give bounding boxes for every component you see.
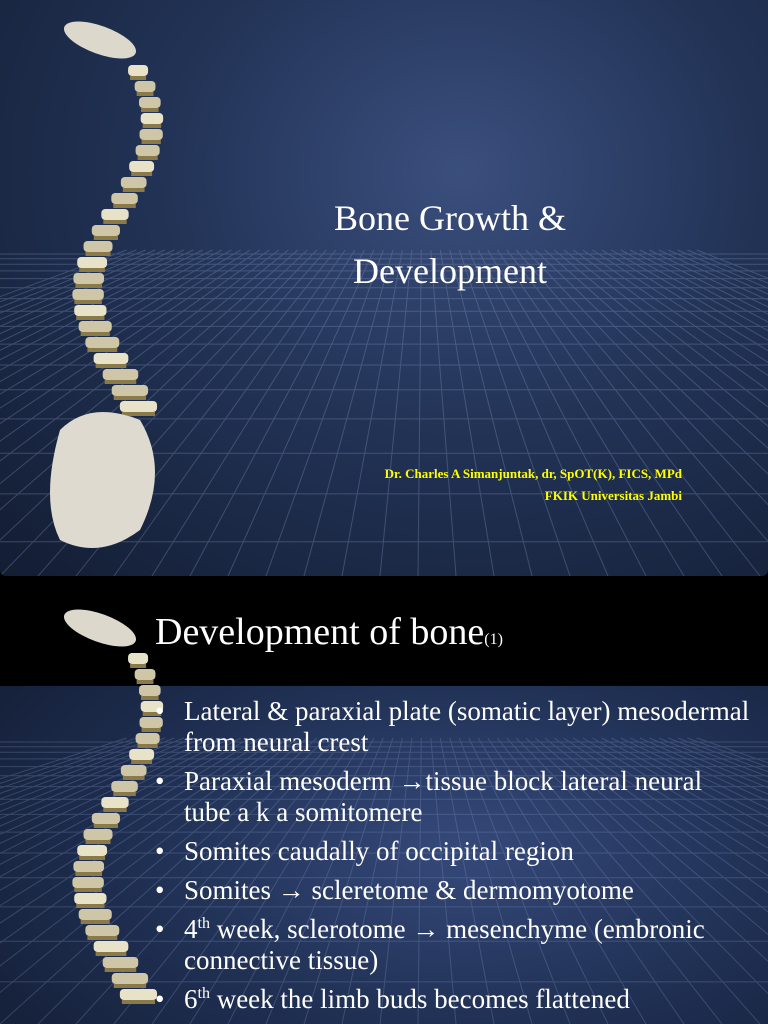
slide-title	[155, 610, 503, 654]
bullet-list	[155, 696, 755, 1023]
content-slide	[0, 588, 768, 1024]
title-text: Development of bone	[155, 611, 485, 653]
title-line-1: Bone Growth &	[334, 198, 566, 238]
bullet-text: Lateral & paraxial plate (somatic layer) mesodermal from neural crest	[184, 696, 750, 757]
superscript: th	[197, 985, 210, 1002]
title-footnote: (1)	[484, 631, 503, 648]
author-name: Dr. Charles A Simanjuntak, dr, SpOT(K), FICS, MPd	[384, 466, 682, 481]
bullet-text: Paraxial mesoderm	[184, 766, 399, 796]
bullet-text: Somites caudally of occipital region	[184, 836, 574, 866]
bullet-item	[155, 696, 755, 758]
bullet-text: mesenchyme (embronic connective tissue)	[184, 914, 705, 975]
title-line-2: Development	[353, 251, 547, 291]
author-institution: FKIK Universitas Jambi	[544, 488, 682, 503]
bullet-item	[155, 914, 755, 976]
bullet-text: tissue block lateral neural tube a k a somitomere	[184, 766, 703, 827]
arrow-icon: →	[398, 766, 426, 796]
bullet-item	[155, 875, 755, 906]
superscript: th	[197, 915, 210, 932]
bullet-text: Somites	[184, 875, 278, 905]
spine-illustration	[0, 0, 200, 576]
bullet-text: 4	[184, 914, 198, 944]
bullet-text: week the limb buds becomes flattened	[209, 984, 630, 1014]
bullet-text: 6	[184, 984, 198, 1014]
arrow-icon: →	[277, 875, 305, 905]
bullet-icon: •	[155, 875, 165, 905]
bullet-icon: •	[155, 914, 165, 944]
bullet-item	[155, 984, 755, 1015]
bullet-icon: •	[155, 696, 165, 726]
bullet-icon: •	[155, 984, 165, 1014]
bullet-text: scleretome & dermomyotome	[304, 875, 634, 905]
bullet-item	[155, 836, 755, 867]
arrow-icon: →	[412, 914, 440, 944]
bullet-icon: •	[155, 766, 165, 796]
slide-title	[250, 192, 650, 298]
bullet-text: week, sclerotome	[209, 914, 413, 944]
bullet-icon: •	[155, 836, 165, 866]
bullet-item	[155, 766, 755, 828]
author-block	[262, 463, 682, 507]
